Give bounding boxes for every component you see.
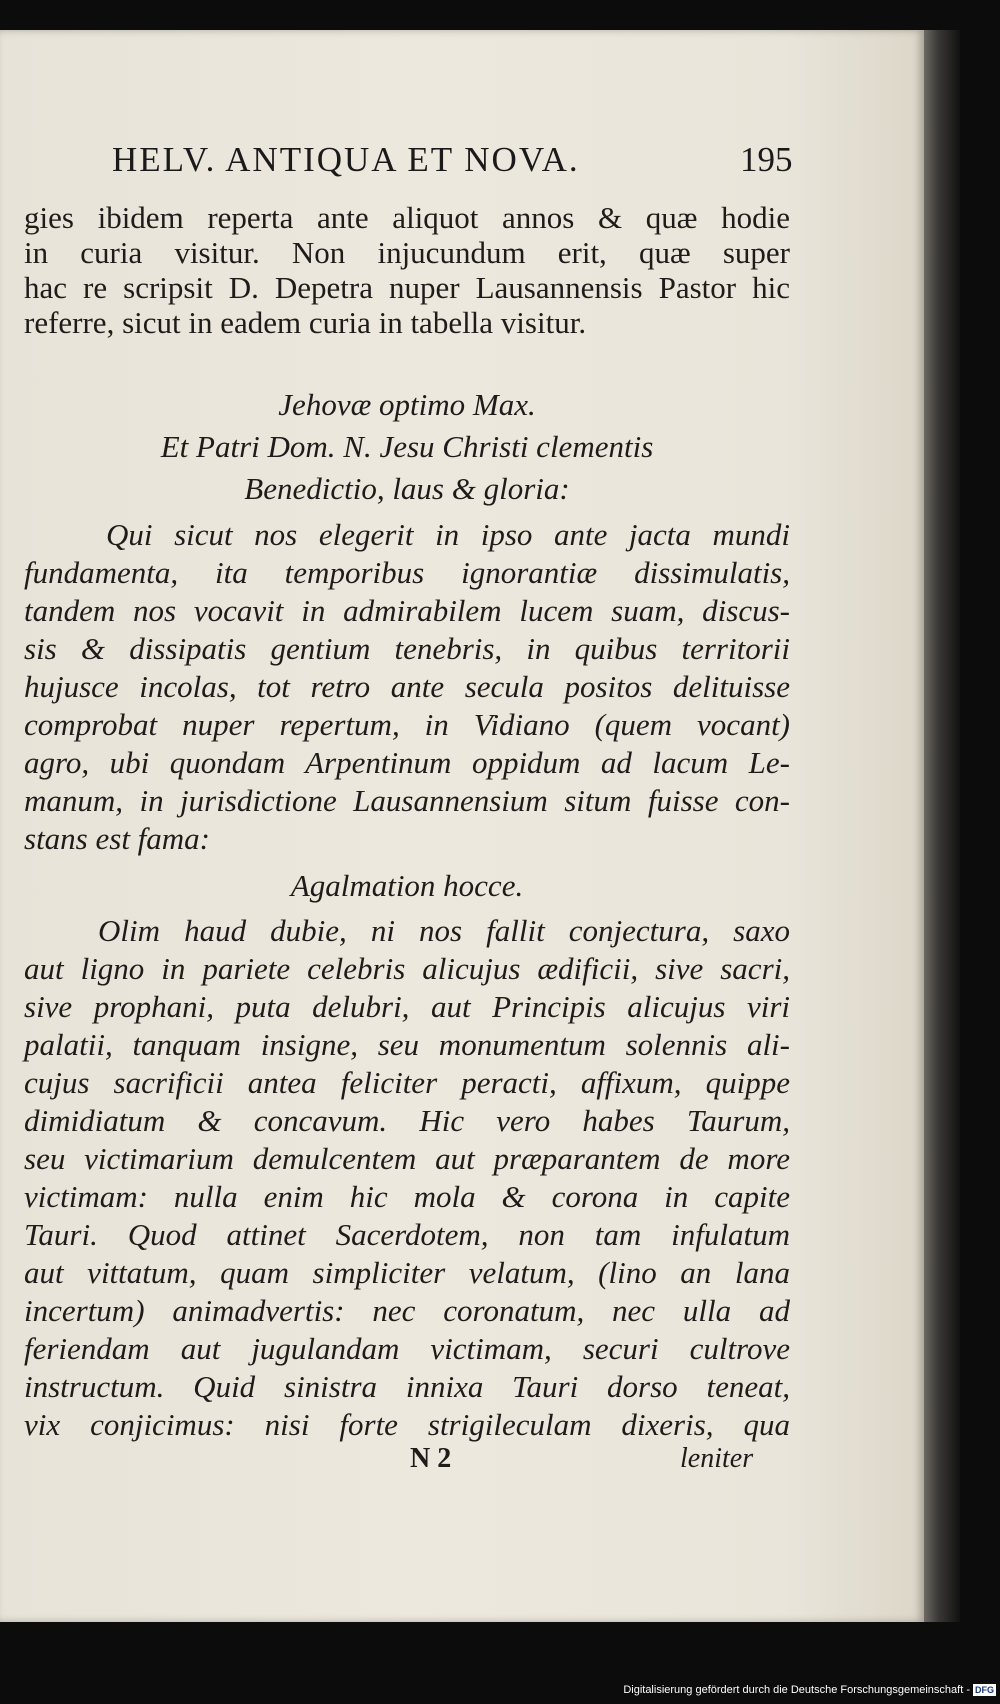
text-line: instructum. Quid sinistra innixa Tauri dorso teneat,	[24, 1369, 790, 1404]
dedication-block	[24, 384, 790, 510]
paragraph-description	[24, 912, 790, 1444]
subheading-text: Agalmation hocce.	[290, 868, 524, 903]
running-title: HELV. ANTIQUA ET NOVA.	[112, 140, 580, 179]
catchword: leniter	[680, 1443, 754, 1474]
text-line: sive prophani, puta delubri, aut Principis alicujus viri	[24, 989, 790, 1024]
text-line: stans est fama:	[24, 821, 210, 856]
text-line: hac re scripsit D. Depetra nuper Lausannensis Pastor hic	[24, 270, 790, 305]
page-number: 195	[740, 140, 793, 179]
text-line: agro, ubi quondam Arpentinum oppidum ad lacum Le-	[24, 745, 790, 780]
dedication-line: Jehovæ optimo Max.	[278, 387, 536, 422]
text-line: Qui sicut nos elegerit in ipso ante jacta mundi	[106, 517, 790, 552]
text-line: manum, in jurisdictione Lausannensium situm fuisse con-	[24, 783, 790, 818]
dedication-line: Et Patri Dom. N. Jesu Christi clementis	[160, 429, 654, 464]
text-line: seu victimarium demulcentem aut præparantem de more	[24, 1141, 790, 1176]
text-line: referre, sicut in eadem curia in tabella visitur.	[24, 305, 587, 340]
text-line: in curia visitur. Non injucundum erit, quæ super	[24, 235, 790, 270]
running-header	[112, 140, 832, 180]
dedication-line: Benedictio, laus & gloria:	[244, 471, 570, 506]
text-line: fundamenta, ita temporibus ignorantiæ dissimulatis,	[24, 555, 790, 590]
text-line: dimidiatum & concavum. Hic vero habes Taurum,	[24, 1103, 790, 1138]
subheading	[24, 866, 790, 906]
text-line: gies ibidem reperta ante aliquot annos & quæ hodie	[24, 200, 790, 235]
text-line: tandem nos vocavit in admirabilem lucem suam, discus-	[24, 593, 790, 628]
text-line: victimam: nulla enim hic mola & corona in capite	[24, 1179, 790, 1214]
page-edge-shadow	[924, 30, 960, 1622]
text-line: aut ligno in pariete celebris alicujus ædificii, sive sacri,	[24, 951, 790, 986]
text-line: vix conjicimus: nisi forte strigileculam dixeris, qua	[24, 1407, 790, 1442]
text-line: feriendam aut jugulandam victimam, securi cultrove	[24, 1331, 790, 1366]
text-line: sis & dissipatis gentium tenebris, in quibus territorii	[24, 631, 790, 666]
paragraph-inscription	[24, 516, 790, 858]
text-line: palatii, tanquam insigne, seu monumentum solennis ali-	[24, 1027, 790, 1062]
text-line: aut vittatum, quam simpliciter velatum, (lino an lana	[24, 1255, 790, 1290]
text-line: hujusce incolas, tot retro ante secula positos delituisse	[24, 669, 790, 704]
text-line: comprobat nuper repertum, in Vidiano (quem vocant)	[24, 707, 790, 742]
text-line: incertum) animadvertis: nec coronatum, nec ulla ad	[24, 1293, 790, 1328]
text-line: Tauri. Quod attinet Sacerdotem, non tam infulatum	[24, 1217, 790, 1252]
dfg-logo: DFG	[975, 1685, 994, 1695]
text-line: Olim haud dubie, ni nos fallit conjectura, saxo	[98, 913, 790, 948]
digitization-credit	[623, 1684, 996, 1696]
credit-text: Digitalisierung gefördert durch die Deutsche Forschungsgemeinschaft -	[623, 1684, 970, 1696]
paragraph-intro	[24, 200, 790, 340]
text-line: cujus sacrificii antea feliciter peracti, affixum, quippe	[24, 1065, 790, 1100]
signature-mark: N 2	[410, 1443, 452, 1474]
